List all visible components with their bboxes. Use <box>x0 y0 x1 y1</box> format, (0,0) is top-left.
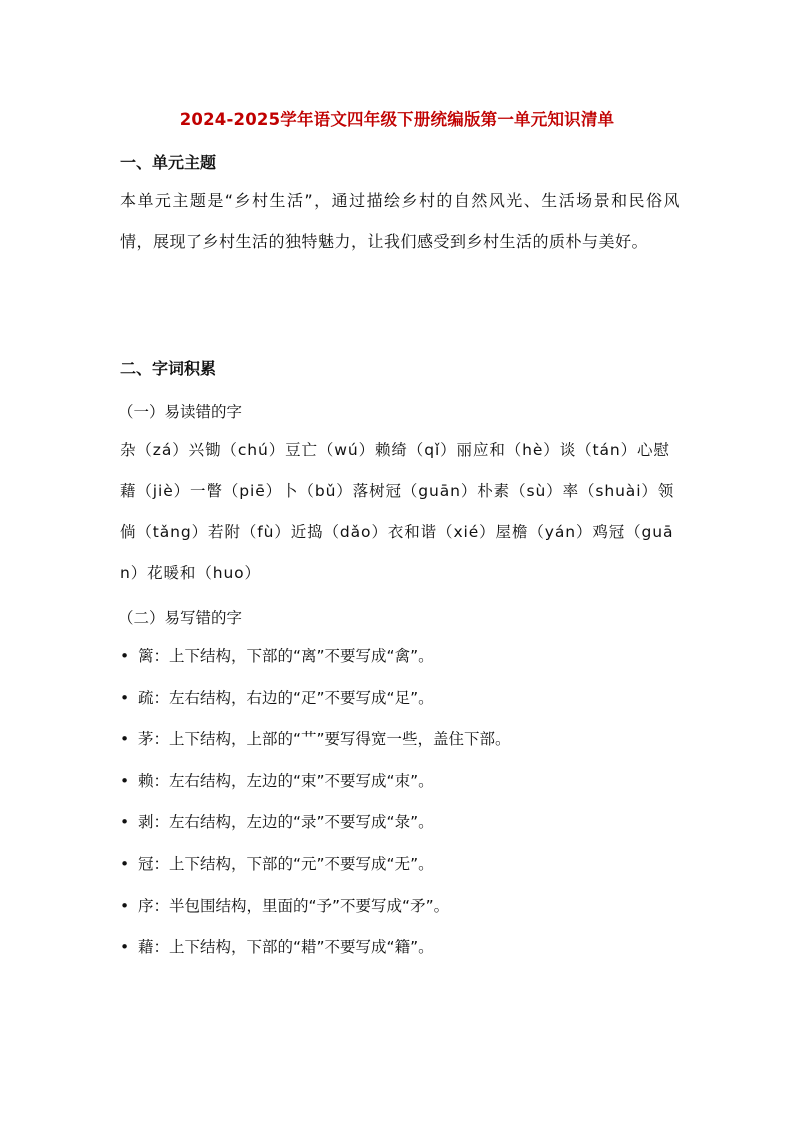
list-item: • 冠：上下结构，下部的“元”不要写成“无”。 <box>120 851 511 893</box>
section-heading-vocabulary: 二、字词积累 <box>120 359 217 378</box>
bullet-icon: • <box>120 813 130 832</box>
subheading-miswritten-characters: （二）易写错的字 <box>118 609 243 627</box>
list-item: • 序：半包围结构，里面的“予”不要写成“矛”。 <box>120 893 511 935</box>
section-heading-unit-theme: 一、单元主题 <box>120 153 217 172</box>
list-item: • 茅：上下结构，上部的“艹”要写得宽一些，盖住下部。 <box>120 726 511 768</box>
misread-characters-list: 杂（zá）兴锄（chú）豆亡（wú）赖绮（qǐ）丽应和（hè）谈（tán）心慰藉（jiè）一瞥（piē）卜（bǔ）落树冠（guān）朴素（sù）率（shuài）领倘（tǎng）若附（fù）近捣（dǎo）衣和谐（xié）屋檐（yán）鸡冠（guān）花暖和（huo） <box>120 441 675 582</box>
unit-theme-paragraph: 本单元主题是“乡村生活”，通过描绘乡村的自然风光、生活场景和民俗风情，展现了乡村生活的独特魅力，让我们感受到乡村生活的质朴与美好。 <box>120 191 680 251</box>
bullet-icon: • <box>120 938 130 957</box>
list-item: • 剥：左右结构，左边的“录”不要写成“彔”。 <box>120 809 511 851</box>
miswritten-characters-list <box>120 643 511 976</box>
bullet-icon: • <box>120 647 130 665</box>
bullet-icon: • <box>120 771 130 790</box>
list-item: • 藉：上下结构，下部的“耤”不要写成“籍”。 <box>120 934 511 976</box>
list-item: • 赖：左右结构，左边的“束”不要写成“朿”。 <box>120 768 511 810</box>
bullet-icon: • <box>120 854 130 873</box>
list-item: • 篱：上下结构，下部的“离”不要写成“禽”。 <box>120 643 511 685</box>
bullet-icon: • <box>120 688 130 707</box>
list-item: • 疏：左右结构，右边的“疋”不要写成“足”。 <box>120 685 511 727</box>
subheading-misread-characters: （一）易读错的字 <box>118 403 243 421</box>
bullet-icon: • <box>120 896 130 915</box>
bullet-icon: • <box>120 730 130 749</box>
page-title: 2024-2025学年语文四年级下册统编版第一单元知识清单 <box>179 110 615 129</box>
